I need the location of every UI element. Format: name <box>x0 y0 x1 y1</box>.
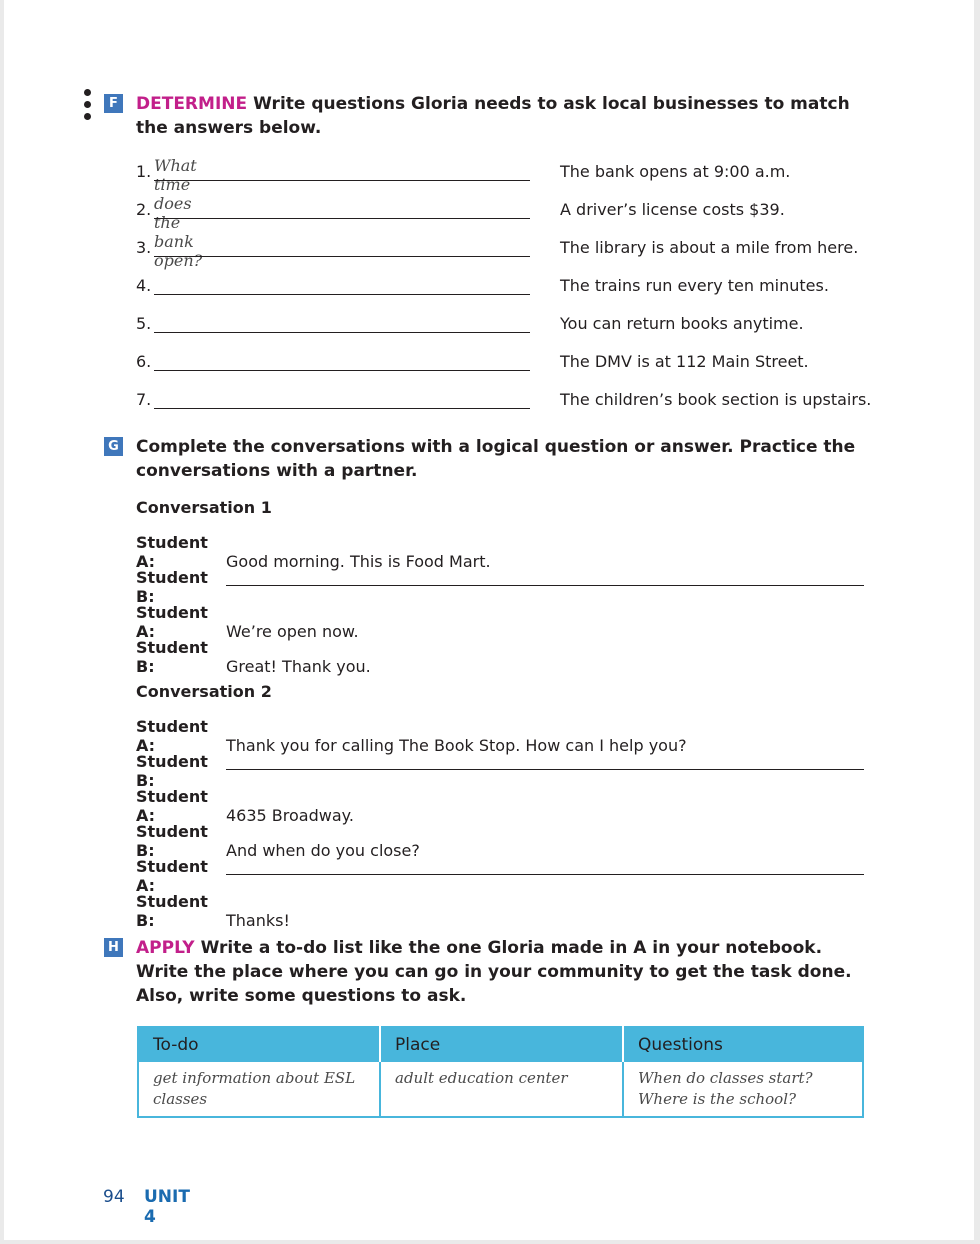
question-number: 3. <box>136 238 152 257</box>
question-number: 5. <box>136 314 152 333</box>
dialogue-text: Thank you for calling The Book Stop. How can I help you? <box>226 736 687 755</box>
question-number: 6. <box>136 352 152 371</box>
dialogue-line <box>136 892 290 930</box>
dialogue-text: We’re open now. <box>226 622 359 641</box>
column-header-place: Place <box>380 1027 623 1062</box>
section-h-keyword: APPLY <box>136 938 195 958</box>
answer-line[interactable] <box>154 256 530 257</box>
answer-line[interactable] <box>226 769 864 770</box>
table-row <box>138 1062 863 1117</box>
table-cell-todo: get information about ESL classes <box>153 1069 356 1108</box>
table-header-row <box>138 1027 863 1062</box>
question-number: 4. <box>136 276 152 295</box>
answer-line[interactable] <box>154 218 530 219</box>
dialogue-text: Great! Thank you. <box>226 657 371 676</box>
dialogue-text: Thanks! <box>226 911 290 930</box>
section-g-heading <box>136 435 856 483</box>
speaker-label: Student B: <box>136 568 208 606</box>
conversation-2-title: Conversation 2 <box>136 682 272 701</box>
worksheet-page <box>4 0 974 1240</box>
page-number: 94 <box>103 1187 125 1207</box>
dialogue-line <box>136 568 226 606</box>
dialogue-line <box>136 603 359 641</box>
speaker-label: Student A: <box>136 717 208 755</box>
section-g-letter: G <box>104 437 123 456</box>
section-h-letter: H <box>104 938 123 957</box>
answer-line[interactable] <box>154 408 530 409</box>
dialogue-line <box>136 822 420 860</box>
activity-dots-icon <box>84 89 92 125</box>
answer-line[interactable] <box>226 585 864 586</box>
section-h-instruction: Write a to-do list like the one Gloria made in A in your notebook. Write the place where you can go in your community to get the task done. Also, write some questions to ask. <box>136 938 852 1006</box>
section-f-letter: F <box>104 94 123 113</box>
speaker-label: Student A: <box>136 533 208 571</box>
dialogue-text: And when do you close? <box>226 841 420 860</box>
section-g-instruction: Complete the conversations with a logical question or answer. Practice the conversations with a partner. <box>136 437 856 481</box>
speaker-label: Student A: <box>136 603 208 641</box>
question-number: 1. <box>136 162 152 181</box>
speaker-label: Student B: <box>136 638 208 676</box>
column-header-questions: Questions <box>623 1027 863 1062</box>
conversation-1-title: Conversation 1 <box>136 498 272 517</box>
answer-2: A driver’s license costs $39. <box>560 200 785 219</box>
section-h-heading <box>136 936 856 1008</box>
unit-label: UNIT 4 <box>144 1187 190 1227</box>
section-f-keyword: DETERMINE <box>136 94 248 114</box>
section-f-instruction: Write questions Gloria needs to ask local businesses to match the answers below. <box>136 94 850 138</box>
answer-line[interactable] <box>154 332 530 333</box>
dialogue-line <box>136 638 371 676</box>
answer-line[interactable] <box>154 294 530 295</box>
speaker-label: Student B: <box>136 822 208 860</box>
speaker-label: Student B: <box>136 892 208 930</box>
dialogue-text: 4635 Broadway. <box>226 806 354 825</box>
speaker-label: Student A: <box>136 857 208 895</box>
answer-5: You can return books anytime. <box>560 314 804 333</box>
dialogue-text: Good morning. This is Food Mart. <box>226 552 491 571</box>
dialogue-line <box>136 717 687 755</box>
answer-3: The library is about a mile from here. <box>560 238 859 257</box>
speaker-label: Student B: <box>136 752 208 790</box>
question-number: 2. <box>136 200 152 219</box>
answer-1: The bank opens at 9:00 a.m. <box>560 162 791 181</box>
dialogue-line <box>136 533 491 571</box>
table-cell-place: adult education center <box>380 1062 623 1117</box>
section-f-heading <box>136 92 856 140</box>
dialogue-line <box>136 857 226 895</box>
table-cell-questions: When do classes start? Where is the school? <box>623 1062 863 1117</box>
dialogue-line <box>136 752 226 790</box>
answer-line[interactable] <box>226 874 864 875</box>
todo-table <box>137 1026 864 1118</box>
answer-6: The DMV is at 112 Main Street. <box>560 352 809 371</box>
dialogue-line <box>136 787 354 825</box>
answer-line[interactable] <box>154 180 530 181</box>
answer-4: The trains run every ten minutes. <box>560 276 829 295</box>
column-header-todo: To-do <box>138 1027 380 1062</box>
answer-7: The children’s book section is upstairs. <box>560 390 872 409</box>
question-number: 7. <box>136 390 152 409</box>
handwritten-answer: What time does the bank open? <box>154 156 203 270</box>
speaker-label: Student A: <box>136 787 208 825</box>
answer-line[interactable] <box>154 370 530 371</box>
